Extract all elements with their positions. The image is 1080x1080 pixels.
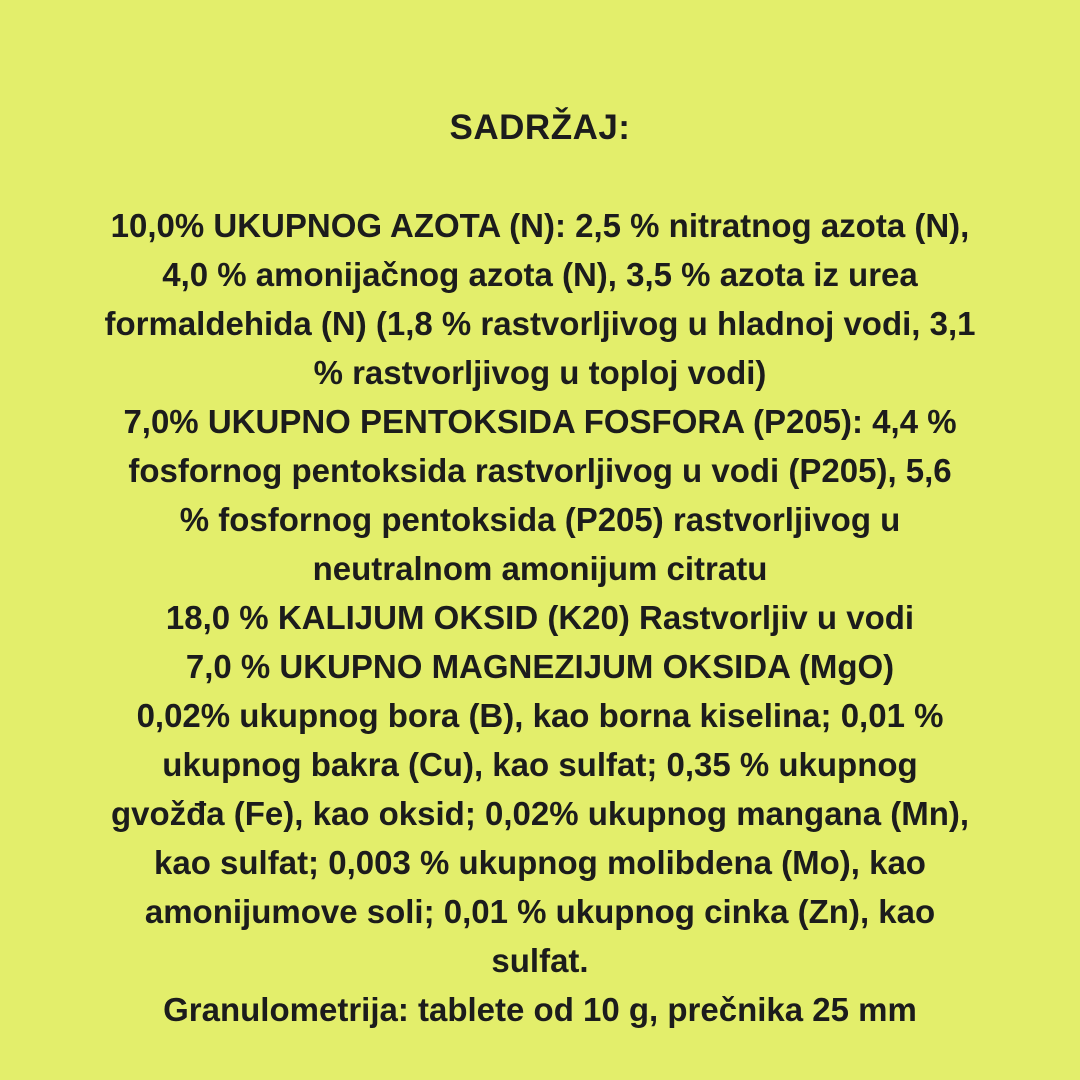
text-line-phosphorus-total: 7,0% UKUPNO PENTOKSIDA FOSFORA (P205): 4,4 % (123, 403, 957, 440)
text-line-zinc: amonijumove soli; 0,01 % ukupnog cinka (Zn), kao (144, 893, 936, 930)
text-line-citrate-continued: neutralnom amonijum citratu (312, 550, 768, 587)
text-line-iron-manganese: gvožđa (Fe), kao oksid; 0,02% ukupnog mangana (Mn), (110, 795, 970, 832)
text-line-potassium-oxide: 18,0 % KALIJUM OKSID (K20) Rastvorljiv u vodi (165, 599, 915, 636)
title-spacer (0, 152, 1080, 201)
text-line-nitrogen-soluble: % rastvorljivog u toploj vodi) (313, 354, 767, 391)
text-line-phosphorus-water-soluble: fosfornog pentoksida rastvorljivog u vodi (P205), 5,6 (128, 452, 952, 489)
page-title: SADRŽAJ: (449, 108, 631, 147)
text-line-nitrogen-ammonia: 4,0 % amonijačnog azota (N), 3,5 % azota iz urea (162, 256, 918, 293)
text-line-molybdenum: kao sulfat; 0,003 % ukupnog molibdena (Mo), kao (154, 844, 926, 881)
text-line-boron: 0,02% ukupnog bora (B), kao borna kiselina; 0,01 % (136, 697, 944, 734)
text-line-nitrogen-total: 10,0% UKUPNOG AZOTA (N): 2,5 % nitratnog azota (N), (110, 207, 970, 244)
text-line-magnesium-oxide: 7,0 % UKUPNO MAGNEZIJUM OKSIDA (MgO) (185, 648, 895, 685)
text-line-copper: ukupnog bakra (Cu), kao sulfat; 0,35 % ukupnog (162, 746, 918, 783)
text-line-granulometry: Granulometrija: tablete od 10 g, prečnika 25 mm (163, 991, 917, 1028)
text-line-sulfate-end: sulfat. (491, 942, 589, 979)
text-line-nitrogen-formaldehyde: formaldehida (N) (1,8 % rastvorljivog u hladnoj vodi, 3,1 (104, 305, 976, 342)
text-line-phosphorus-citrate: % fosfornog pentoksida (P205) rastvorljivog u (179, 501, 901, 538)
